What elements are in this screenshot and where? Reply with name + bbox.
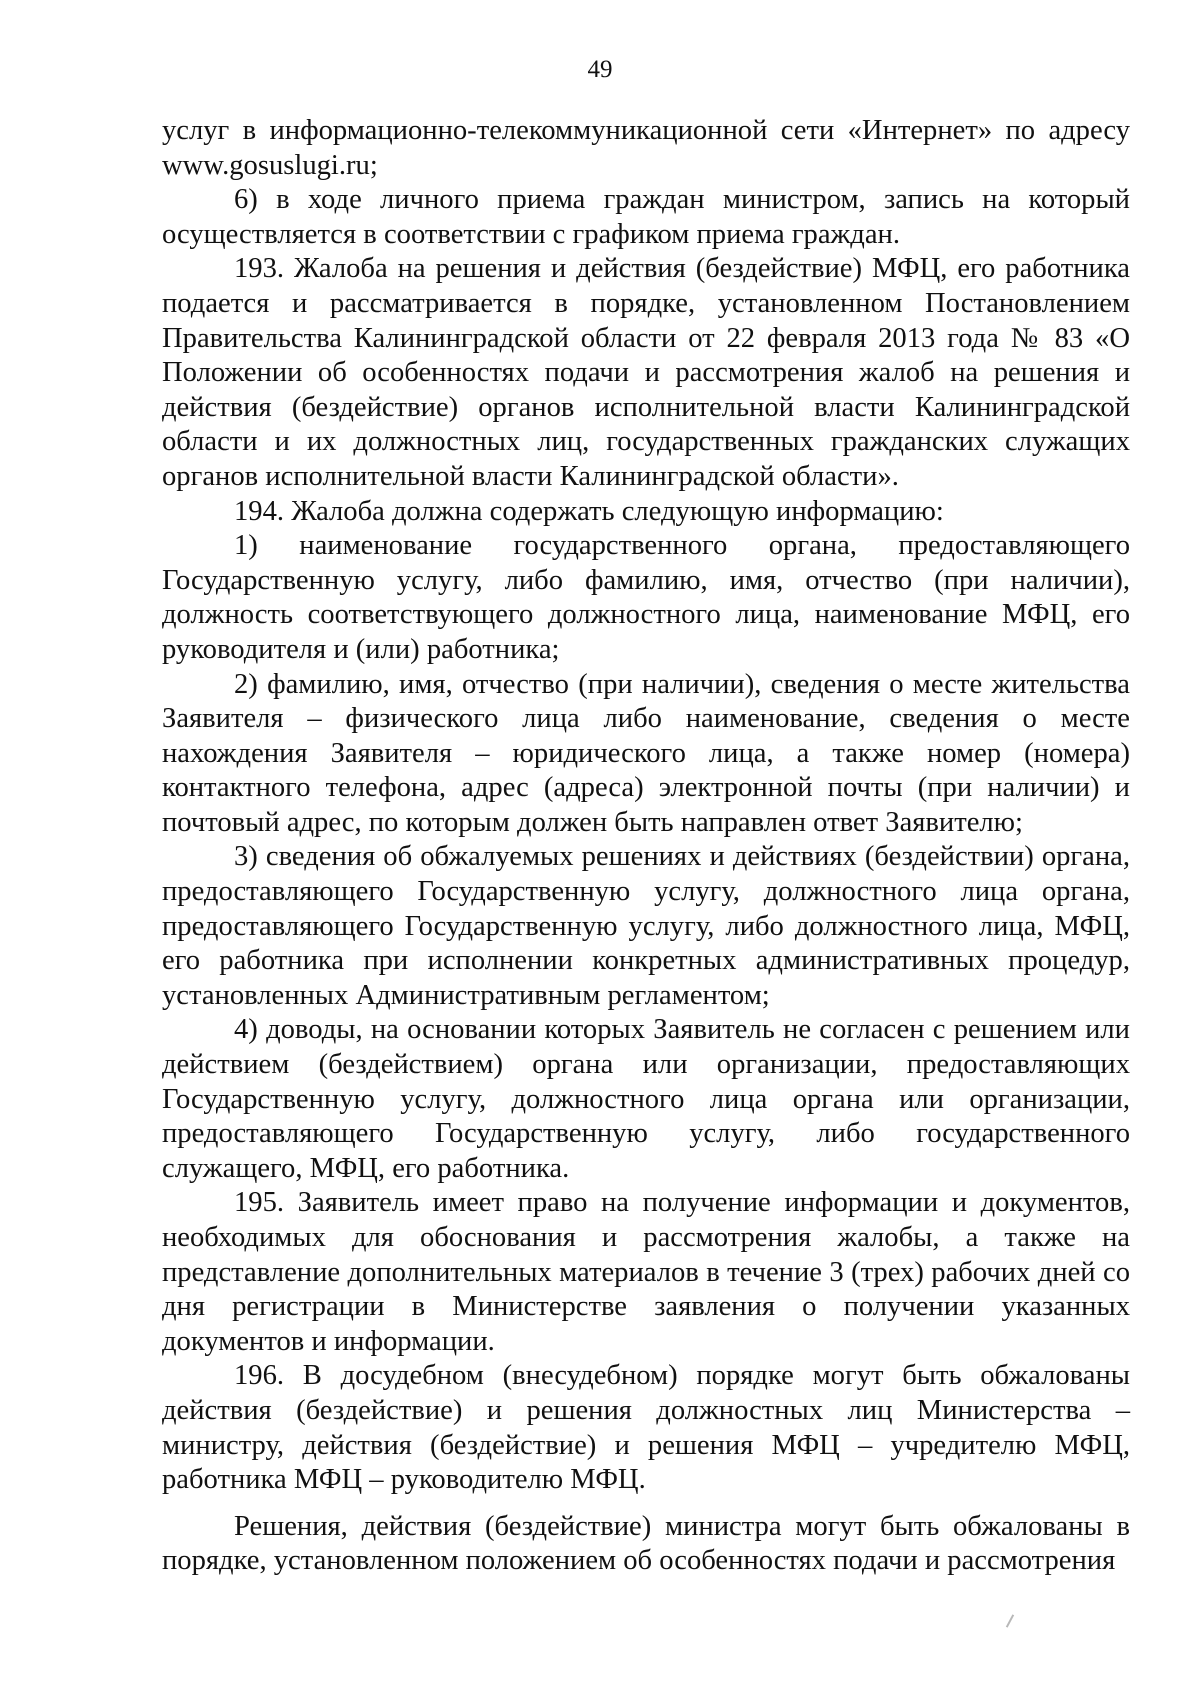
list-item-6: 6) в ходе личного приема граждан министром, запись на который осуществляется в соответствии с графиком приема граждан. (162, 184, 1130, 250)
paragraph-195: 195. Заявитель имеет право на получение информации и документов, необходимых для обоснования и рассмотрения жалобы, а также на представление дополнительных материалов в течение 3 (трех) рабочих дней со дня регистрации в Министерстве заявления о получении указанных документов и информации. (162, 1187, 1130, 1357)
list-item-3: 3) сведения об обжалуемых решениях и действиях (бездействии) органа, предоставляющего Государственную услугу, должностного лица органа, предоставляющего Государственную услугу, либо должностного лица, МФЦ, его работника при исполнении конкретных административных процедур, установленных Административным регламентом; (162, 841, 1130, 1011)
paragraph-194: 194. Жалоба должна содержать следующую информацию: (234, 495, 944, 527)
list-item-4: 4) доводы, на основании которых Заявитель не согласен с решением или действием (бездействием) органа или организации, предоставляющих Государственную услугу, должностного лица органа или организации, предоставляющего Государственную услугу, либо государственного служащего, МФЦ, его работника. (162, 1014, 1130, 1184)
document-body (162, 114, 1130, 1579)
list-item-2: 2) фамилию, имя, отчество (при наличии), сведения о месте жительства Заявителя – физического лица либо наименование, сведения о месте нахождения Заявителя – юридического лица, а также номер (номера) контактного телефона, адрес (адреса) электронной почты (при наличии) и почтовый адрес, по которым должен быть направлен ответ Заявителю; (162, 668, 1130, 838)
paragraph-196: 196. В досудебном (внесудебном) порядке могут быть обжалованы действия (бездействие) и решения должностных лиц Министерства – министру, действия (бездействие) и решения МФЦ – учредителю МФЦ, работника МФЦ – руководителю МФЦ. (162, 1360, 1130, 1496)
paragraph-193: 193. Жалоба на решения и действия (бездействие) МФЦ, его работника подается и рассматривается в порядке, установленном Постановлением Правительства Калининградской области от 22 февраля 2013 года № 83 «О Положении об особенностях подачи и рассмотрения жалоб на решения и действия (бездействие) органов исполнительной власти Калининградской области и их должностных лиц, государственных гражданских служащих органов исполнительной власти Калининградской области». (162, 253, 1130, 492)
scan-artifact (1006, 1614, 1014, 1627)
list-item-1: 1) наименование государственного органа, предоставляющего Государственную услугу, либо фамилию, имя, отчество (при наличии), должность соответствующего должностного лица, наименование МФЦ, его руководителя и (или) работника; (162, 530, 1130, 665)
page-number: 49 (587, 56, 613, 83)
paragraph-continuation: услуг в информационно-телекоммуникационной сети «Интернет» по адресу www.gosuslugi.ru; (162, 115, 1130, 181)
paragraph-decisions: Решения, действия (бездействие) министра могут быть обжалованы в порядке, установленном положением об особенностях подачи и рассмотрения (162, 1510, 1130, 1577)
